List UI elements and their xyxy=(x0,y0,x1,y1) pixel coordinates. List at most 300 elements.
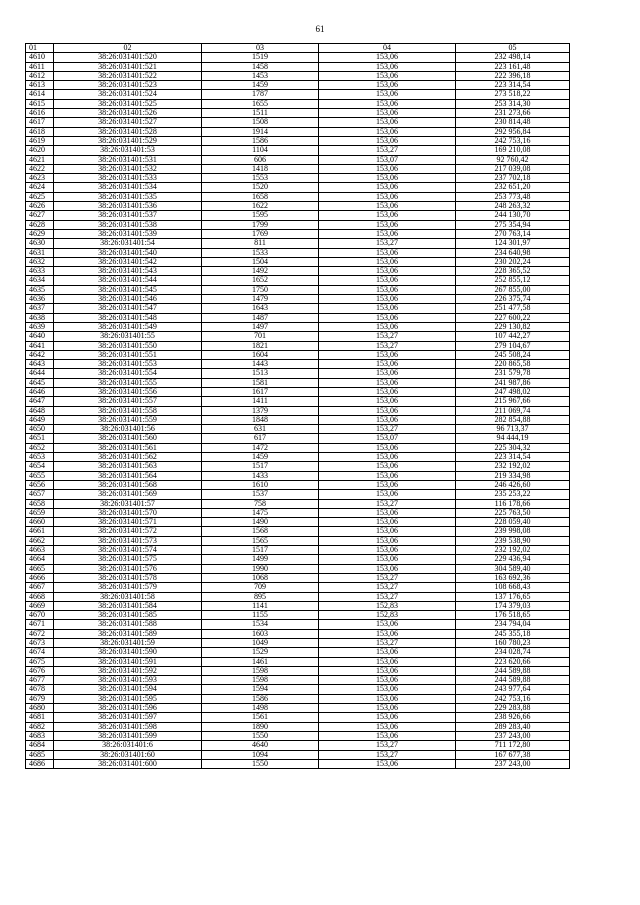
table-row xyxy=(26,164,570,173)
row-number-cell: 4633 xyxy=(26,267,54,276)
row-number-cell: 4621 xyxy=(26,155,54,164)
table-row xyxy=(26,694,570,703)
area-cell: 1529 xyxy=(202,648,319,657)
table-row xyxy=(26,518,570,527)
table-row xyxy=(26,546,570,555)
table-row xyxy=(26,480,570,489)
value-cell: 245 508,24 xyxy=(456,350,570,359)
rate-cell: 153,06 xyxy=(319,109,456,118)
row-number-cell: 4615 xyxy=(26,99,54,108)
table-row xyxy=(26,722,570,731)
page-number: 61 xyxy=(315,24,325,34)
value-cell: 227 600,22 xyxy=(456,313,570,322)
row-number-cell: 4643 xyxy=(26,360,54,369)
area-cell: 1433 xyxy=(202,471,319,480)
rate-cell: 153,06 xyxy=(319,322,456,331)
value-cell: 167 677,38 xyxy=(456,750,570,759)
value-cell: 222 396,18 xyxy=(456,71,570,80)
value-cell: 225 304,32 xyxy=(456,443,570,452)
table-row xyxy=(26,490,570,499)
row-number-cell: 4664 xyxy=(26,555,54,564)
rate-cell: 153,06 xyxy=(319,443,456,452)
table-row xyxy=(26,471,570,480)
row-number-cell: 4674 xyxy=(26,648,54,657)
rate-cell: 153,06 xyxy=(319,313,456,322)
rate-cell: 153,07 xyxy=(319,434,456,443)
cadastral-number-cell: 38:26:031401:553 xyxy=(54,360,202,369)
row-number-cell: 4653 xyxy=(26,453,54,462)
row-number-cell: 4637 xyxy=(26,304,54,313)
table-row xyxy=(26,666,570,675)
rate-cell: 153,06 xyxy=(319,276,456,285)
area-cell: 1990 xyxy=(202,564,319,573)
value-cell: 235 253,22 xyxy=(456,490,570,499)
rate-cell: 153,06 xyxy=(319,285,456,294)
value-cell: 711 172,80 xyxy=(456,741,570,750)
area-cell: 1550 xyxy=(202,759,319,768)
rate-cell: 153,06 xyxy=(319,759,456,768)
cadastral-number-cell: 38:26:031401:570 xyxy=(54,508,202,517)
cadastral-number-cell: 38:26:031401:533 xyxy=(54,174,202,183)
value-cell: 223 314,54 xyxy=(456,453,570,462)
table-row xyxy=(26,62,570,71)
area-cell: 1914 xyxy=(202,127,319,136)
value-cell: 116 178,66 xyxy=(456,499,570,508)
row-number-cell: 4632 xyxy=(26,257,54,266)
value-cell: 253 314,30 xyxy=(456,99,570,108)
row-number-cell: 4620 xyxy=(26,146,54,155)
cadastral-number-cell: 38:26:031401:590 xyxy=(54,648,202,657)
row-number-cell: 4666 xyxy=(26,573,54,582)
area-cell: 1658 xyxy=(202,192,319,201)
column-header-04: 04 xyxy=(319,44,456,53)
value-cell: 243 977,64 xyxy=(456,685,570,694)
row-number-cell: 4611 xyxy=(26,62,54,71)
cadastral-number-cell: 38:26:031401:546 xyxy=(54,295,202,304)
table-row xyxy=(26,220,570,229)
table-row xyxy=(26,109,570,118)
table-row xyxy=(26,555,570,564)
cadastral-number-cell: 38:26:031401:569 xyxy=(54,490,202,499)
rate-cell: 153,07 xyxy=(319,155,456,164)
cadastral-number-cell: 38:26:031401:547 xyxy=(54,304,202,313)
cadastral-number-cell: 38:26:031401:535 xyxy=(54,192,202,201)
rate-cell: 153,06 xyxy=(319,53,456,62)
row-number-cell: 4648 xyxy=(26,406,54,415)
cadastral-number-cell: 38:26:031401:593 xyxy=(54,676,202,685)
value-cell: 92 760,42 xyxy=(456,155,570,164)
table-header-row xyxy=(26,44,570,53)
rate-cell: 153,06 xyxy=(319,304,456,313)
value-cell: 267 855,00 xyxy=(456,285,570,294)
area-cell: 1497 xyxy=(202,322,319,331)
rate-cell: 153,06 xyxy=(319,174,456,183)
row-number-cell: 4662 xyxy=(26,536,54,545)
value-cell: 241 987,86 xyxy=(456,378,570,387)
cadastral-number-cell: 38:26:031401:595 xyxy=(54,694,202,703)
row-number-cell: 4650 xyxy=(26,425,54,434)
area-cell: 1411 xyxy=(202,397,319,406)
value-cell: 252 855,12 xyxy=(456,276,570,285)
area-cell: 1594 xyxy=(202,685,319,694)
cadastral-number-cell: 38:26:031401:572 xyxy=(54,527,202,536)
table-row xyxy=(26,90,570,99)
row-number-cell: 4613 xyxy=(26,81,54,90)
area-cell: 1492 xyxy=(202,267,319,276)
rate-cell: 153,06 xyxy=(319,202,456,211)
table-row xyxy=(26,620,570,629)
value-cell: 232 192,02 xyxy=(456,462,570,471)
rate-cell: 153,06 xyxy=(319,694,456,703)
cadastral-number-cell: 38:26:031401:544 xyxy=(54,276,202,285)
rate-cell: 153,27 xyxy=(319,332,456,341)
value-cell: 223 314,54 xyxy=(456,81,570,90)
area-cell: 811 xyxy=(202,239,319,248)
row-number-cell: 4672 xyxy=(26,629,54,638)
row-number-cell: 4623 xyxy=(26,174,54,183)
value-cell: 211 069,74 xyxy=(456,406,570,415)
cadastral-number-cell: 38:26:031401:58 xyxy=(54,592,202,601)
rate-cell: 153,06 xyxy=(319,127,456,136)
rate-cell: 153,06 xyxy=(319,360,456,369)
row-number-cell: 4631 xyxy=(26,248,54,257)
rate-cell: 153,06 xyxy=(319,620,456,629)
rate-cell: 153,06 xyxy=(319,555,456,564)
table-row xyxy=(26,118,570,127)
area-cell: 1652 xyxy=(202,276,319,285)
value-cell: 246 426,60 xyxy=(456,480,570,489)
value-cell: 292 956,84 xyxy=(456,127,570,136)
rate-cell: 153,06 xyxy=(319,90,456,99)
cadastral-number-cell: 38:26:031401:584 xyxy=(54,601,202,610)
column-header-01: 01 xyxy=(26,44,54,53)
table-row xyxy=(26,601,570,610)
value-cell: 215 967,66 xyxy=(456,397,570,406)
cadastral-number-cell: 38:26:031401:53 xyxy=(54,146,202,155)
area-cell: 758 xyxy=(202,499,319,508)
table-row xyxy=(26,453,570,462)
rate-cell: 153,06 xyxy=(319,722,456,731)
cadastral-number-cell: 38:26:031401:521 xyxy=(54,62,202,71)
area-cell: 1418 xyxy=(202,164,319,173)
cadastral-number-cell: 38:26:031401:523 xyxy=(54,81,202,90)
value-cell: 289 283,40 xyxy=(456,722,570,731)
table-row xyxy=(26,192,570,201)
area-cell: 1553 xyxy=(202,174,319,183)
row-number-cell: 4649 xyxy=(26,415,54,424)
cadastral-number-cell: 38:26:031401:575 xyxy=(54,555,202,564)
row-number-cell: 4686 xyxy=(26,759,54,768)
rate-cell: 153,06 xyxy=(319,415,456,424)
area-cell: 1519 xyxy=(202,53,319,62)
area-cell: 701 xyxy=(202,332,319,341)
area-cell: 1068 xyxy=(202,573,319,582)
area-cell: 1610 xyxy=(202,480,319,489)
cadastral-number-cell: 38:26:031401:55 xyxy=(54,332,202,341)
table-row xyxy=(26,750,570,759)
value-cell: 270 763,14 xyxy=(456,229,570,238)
table-row xyxy=(26,248,570,257)
value-cell: 232 192,02 xyxy=(456,546,570,555)
rate-cell: 153,06 xyxy=(319,136,456,145)
value-cell: 232 651,20 xyxy=(456,183,570,192)
rate-cell: 153,06 xyxy=(319,211,456,220)
table-row xyxy=(26,425,570,434)
area-cell: 1598 xyxy=(202,666,319,675)
value-cell: 96 713,37 xyxy=(456,425,570,434)
area-cell: 1617 xyxy=(202,387,319,396)
rate-cell: 153,06 xyxy=(319,183,456,192)
table-row xyxy=(26,304,570,313)
value-cell: 282 854,88 xyxy=(456,415,570,424)
area-cell: 1517 xyxy=(202,546,319,555)
value-cell: 234 028,74 xyxy=(456,648,570,657)
rate-cell: 153,06 xyxy=(319,546,456,555)
row-number-cell: 4669 xyxy=(26,601,54,610)
rate-cell: 153,06 xyxy=(319,685,456,694)
cadastral-number-cell: 38:26:031401:549 xyxy=(54,322,202,331)
table-row xyxy=(26,136,570,145)
area-cell: 631 xyxy=(202,425,319,434)
value-cell: 251 477,58 xyxy=(456,304,570,313)
value-cell: 231 579,78 xyxy=(456,369,570,378)
rate-cell: 153,06 xyxy=(319,397,456,406)
table-row xyxy=(26,685,570,694)
cadastral-number-cell: 38:26:031401:524 xyxy=(54,90,202,99)
cadastral-number-cell: 38:26:031401:528 xyxy=(54,127,202,136)
cadastral-number-cell: 38:26:031401:527 xyxy=(54,118,202,127)
area-cell: 1513 xyxy=(202,369,319,378)
row-number-cell: 4660 xyxy=(26,518,54,527)
value-cell: 160 780,23 xyxy=(456,639,570,648)
area-cell: 1508 xyxy=(202,118,319,127)
area-cell: 1603 xyxy=(202,629,319,638)
rate-cell: 153,27 xyxy=(319,425,456,434)
area-cell: 1498 xyxy=(202,704,319,713)
rate-cell: 153,27 xyxy=(319,573,456,582)
rate-cell: 153,06 xyxy=(319,731,456,740)
area-cell: 1459 xyxy=(202,453,319,462)
row-number-cell: 4683 xyxy=(26,731,54,740)
cadastral-number-cell: 38:26:031401:54 xyxy=(54,239,202,248)
value-cell: 169 210,08 xyxy=(456,146,570,155)
table-row xyxy=(26,759,570,768)
table-row xyxy=(26,499,570,508)
row-number-cell: 4626 xyxy=(26,202,54,211)
area-cell: 1655 xyxy=(202,99,319,108)
cadastral-number-cell: 38:26:031401:596 xyxy=(54,704,202,713)
cadastral-number-cell: 38:26:031401:588 xyxy=(54,620,202,629)
cadastral-number-cell: 38:26:031401:578 xyxy=(54,573,202,582)
rate-cell: 153,06 xyxy=(319,406,456,415)
row-number-cell: 4625 xyxy=(26,192,54,201)
area-cell: 1799 xyxy=(202,220,319,229)
table-row xyxy=(26,350,570,359)
cadastral-number-cell: 38:26:031401:560 xyxy=(54,434,202,443)
value-cell: 237 243,00 xyxy=(456,759,570,768)
table-row xyxy=(26,657,570,666)
rate-cell: 153,06 xyxy=(319,164,456,173)
area-cell: 1581 xyxy=(202,378,319,387)
value-cell: 229 130,82 xyxy=(456,322,570,331)
rate-cell: 153,06 xyxy=(319,564,456,573)
value-cell: 238 926,66 xyxy=(456,713,570,722)
rate-cell: 153,06 xyxy=(319,295,456,304)
table-row xyxy=(26,629,570,638)
row-number-cell: 4655 xyxy=(26,471,54,480)
rate-cell: 153,06 xyxy=(319,378,456,387)
table-row xyxy=(26,360,570,369)
rate-cell: 153,06 xyxy=(319,536,456,545)
value-cell: 230 814,48 xyxy=(456,118,570,127)
rate-cell: 153,27 xyxy=(319,750,456,759)
row-number-cell: 4667 xyxy=(26,583,54,592)
area-cell: 1586 xyxy=(202,136,319,145)
area-cell: 1487 xyxy=(202,313,319,322)
area-cell: 1490 xyxy=(202,518,319,527)
table-row xyxy=(26,127,570,136)
row-number-cell: 4624 xyxy=(26,183,54,192)
value-cell: 219 334,98 xyxy=(456,471,570,480)
table-row xyxy=(26,611,570,620)
area-cell: 1141 xyxy=(202,601,319,610)
area-cell: 1568 xyxy=(202,527,319,536)
table-row xyxy=(26,639,570,648)
row-number-cell: 4638 xyxy=(26,313,54,322)
rate-cell: 153,06 xyxy=(319,657,456,666)
rate-cell: 153,06 xyxy=(319,508,456,517)
cadastral-number-cell: 38:26:031401:520 xyxy=(54,53,202,62)
table-row xyxy=(26,741,570,750)
table-row xyxy=(26,369,570,378)
row-number-cell: 4658 xyxy=(26,499,54,508)
row-number-cell: 4678 xyxy=(26,685,54,694)
table-row xyxy=(26,648,570,657)
area-cell: 1586 xyxy=(202,694,319,703)
value-cell: 229 283,88 xyxy=(456,704,570,713)
table-row xyxy=(26,508,570,517)
table-row xyxy=(26,313,570,322)
value-cell: 229 436,94 xyxy=(456,555,570,564)
value-cell: 242 753,16 xyxy=(456,694,570,703)
rate-cell: 153,06 xyxy=(319,257,456,266)
rate-cell: 153,06 xyxy=(319,99,456,108)
row-number-cell: 4635 xyxy=(26,285,54,294)
rate-cell: 153,06 xyxy=(319,229,456,238)
rate-cell: 153,06 xyxy=(319,267,456,276)
rate-cell: 153,06 xyxy=(319,248,456,257)
rate-cell: 153,06 xyxy=(319,527,456,536)
rate-cell: 153,27 xyxy=(319,239,456,248)
column-header-05: 05 xyxy=(456,44,570,53)
cadastral-number-cell: 38:26:031401:568 xyxy=(54,480,202,489)
cadastral-number-cell: 38:26:031401:545 xyxy=(54,285,202,294)
value-cell: 245 355,18 xyxy=(456,629,570,638)
area-cell: 1049 xyxy=(202,639,319,648)
cadastral-number-cell: 38:26:031401:599 xyxy=(54,731,202,740)
table-row xyxy=(26,713,570,722)
cadastral-number-cell: 38:26:031401:571 xyxy=(54,518,202,527)
table-row xyxy=(26,443,570,452)
rate-cell: 153,06 xyxy=(319,387,456,396)
cadastral-number-cell: 38:26:031401:538 xyxy=(54,220,202,229)
value-cell: 107 442,27 xyxy=(456,332,570,341)
table-row xyxy=(26,183,570,192)
area-cell: 895 xyxy=(202,592,319,601)
row-number-cell: 4657 xyxy=(26,490,54,499)
rate-cell: 153,06 xyxy=(319,62,456,71)
cadastral-number-cell: 38:26:031401:551 xyxy=(54,350,202,359)
cadastral-number-cell: 38:26:031401:534 xyxy=(54,183,202,192)
value-cell: 228 059,40 xyxy=(456,518,570,527)
value-cell: 94 444,19 xyxy=(456,434,570,443)
area-cell: 1459 xyxy=(202,81,319,90)
table-row xyxy=(26,53,570,62)
area-cell: 1598 xyxy=(202,676,319,685)
value-cell: 244 130,70 xyxy=(456,211,570,220)
table-row xyxy=(26,332,570,341)
rate-cell: 153,06 xyxy=(319,118,456,127)
value-cell: 244 589,88 xyxy=(456,666,570,675)
row-number-cell: 4619 xyxy=(26,136,54,145)
value-cell: 163 692,36 xyxy=(456,573,570,582)
cadastral-number-cell: 38:26:031401:60 xyxy=(54,750,202,759)
value-cell: 225 763,50 xyxy=(456,508,570,517)
table-row xyxy=(26,71,570,80)
table-row xyxy=(26,573,570,582)
table-row xyxy=(26,378,570,387)
area-cell: 1443 xyxy=(202,360,319,369)
table-row xyxy=(26,99,570,108)
value-cell: 279 104,67 xyxy=(456,341,570,350)
row-number-cell: 4618 xyxy=(26,127,54,136)
cadastral-number-cell: 38:26:031401:59 xyxy=(54,639,202,648)
rate-cell: 153,27 xyxy=(319,583,456,592)
area-cell: 1537 xyxy=(202,490,319,499)
value-cell: 237 243,00 xyxy=(456,731,570,740)
area-cell: 1561 xyxy=(202,713,319,722)
rate-cell: 152,83 xyxy=(319,611,456,620)
value-cell: 137 176,65 xyxy=(456,592,570,601)
table-row xyxy=(26,583,570,592)
area-cell: 1379 xyxy=(202,406,319,415)
table-row xyxy=(26,462,570,471)
row-number-cell: 4622 xyxy=(26,164,54,173)
table-row xyxy=(26,527,570,536)
table-row xyxy=(26,285,570,294)
value-cell: 275 354,94 xyxy=(456,220,570,229)
rate-cell: 153,06 xyxy=(319,192,456,201)
rate-cell: 153,06 xyxy=(319,629,456,638)
row-number-cell: 4651 xyxy=(26,434,54,443)
value-cell: 231 273,66 xyxy=(456,109,570,118)
table-row xyxy=(26,731,570,740)
area-cell: 1472 xyxy=(202,443,319,452)
cadastral-number-cell: 38:26:031401:543 xyxy=(54,267,202,276)
table-row xyxy=(26,536,570,545)
value-cell: 232 498,14 xyxy=(456,53,570,62)
table-row xyxy=(26,676,570,685)
rate-cell: 153,06 xyxy=(319,462,456,471)
row-number-cell: 4612 xyxy=(26,71,54,80)
row-number-cell: 4676 xyxy=(26,666,54,675)
table-row xyxy=(26,341,570,350)
cadastral-number-cell: 38:26:031401:598 xyxy=(54,722,202,731)
cadastral-number-cell: 38:26:031401:585 xyxy=(54,611,202,620)
column-header-02: 02 xyxy=(54,44,202,53)
row-number-cell: 4681 xyxy=(26,713,54,722)
value-cell: 247 498,02 xyxy=(456,387,570,396)
